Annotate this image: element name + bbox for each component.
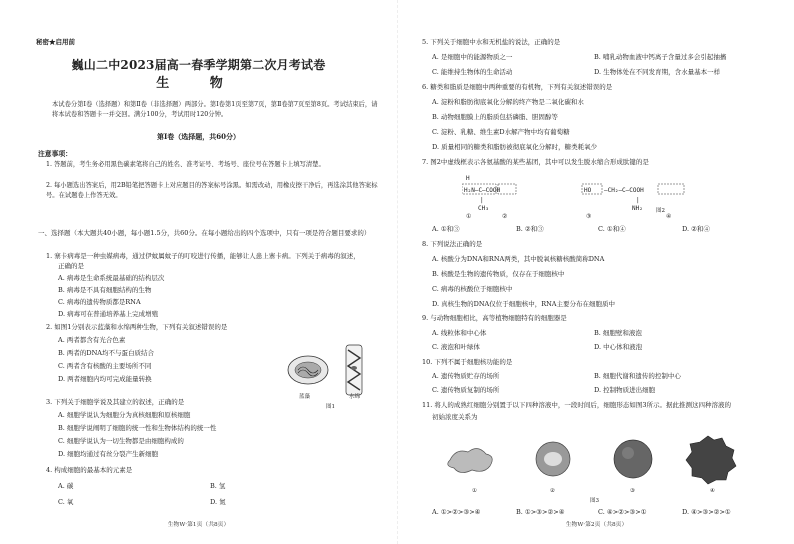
q4-option-c: C. 氧 bbox=[58, 498, 74, 506]
q5-option-b: B. 哺乳动物血液中钙离子含量过多会引起抽搐 bbox=[594, 53, 727, 61]
exam-intro: 本试卷分第Ⅰ卷（选择题）和第Ⅱ卷（非选择题）两部分。第Ⅰ卷第1页至第7页，第Ⅱ卷第7页至第8页。考试结束后，请将本试卷和答题卡一并交回。满分100分，考试用时120分钟。 bbox=[52, 101, 378, 118]
question-1-cont: 正确的是 bbox=[58, 262, 84, 270]
svg-text:④: ④ bbox=[666, 213, 672, 220]
figure-3-label-4: ④ bbox=[710, 488, 715, 494]
q9-option-d: D. 中心体和液泡 bbox=[594, 343, 643, 351]
q9-option-c: C. 液泡和叶绿体 bbox=[432, 343, 480, 351]
question-5: 5. 下列关于细胞中水和无机盐的说法，正确的是 bbox=[422, 38, 561, 46]
q5-option-a: A. 是细胞中的能源物质之一 bbox=[432, 53, 513, 61]
figure-3-label-3: ③ bbox=[630, 488, 635, 494]
q6-option-d: D. 质量相同的糖类和脂肪被彻底氧化分解时，糖类耗氧少 bbox=[432, 143, 598, 151]
q5-option-c: C. 能维持生物体的生命活动 bbox=[432, 68, 513, 76]
q3-option-b: B. 细胞学说阐明了细胞的统一性和生物体结构的统一性 bbox=[58, 424, 217, 432]
question-2: 2. 如图1分别表示蓝藻和水绵两种生物，下列有关叙述错误的是 bbox=[46, 323, 228, 331]
q10-option-b: B. 细胞代谢和遗传的控制中心 bbox=[594, 372, 681, 380]
question-7: 7. 图2中虚线框表示各氨基酸的某些基团，其中可以发生脱水缩合形成肽键的是 bbox=[422, 158, 649, 166]
page-footer-right: 生物W·第2页（共8页） bbox=[565, 522, 628, 528]
q4-option-d: D. 氮 bbox=[210, 498, 226, 506]
svg-text:③: ③ bbox=[586, 213, 592, 220]
figure-3-caption: 图3 bbox=[590, 498, 599, 504]
q4-option-a: A. 碳 bbox=[58, 482, 74, 490]
question-6: 6. 糖类和脂质是细胞中两种重要的有机物，下列有关叙述错误的是 bbox=[422, 83, 613, 91]
q3-option-a: A. 细胞学说认为细胞分为真核细胞和原核细胞 bbox=[58, 411, 191, 419]
q6-option-a: A. 淀粉和脂肪彻底氧化分解的终产物是二氧化碳和水 bbox=[432, 98, 584, 106]
question-4: 4. 构成细胞的最基本的元素是 bbox=[46, 466, 133, 474]
svg-text:H: H bbox=[466, 175, 470, 182]
page-footer-left: 生物W·第1页（共8页） bbox=[167, 522, 230, 528]
note-1: 1. 答题前，考生务必用黑色碳素笔将自己的姓名、准考证号、考场号、座位号在答题卡上填写清楚。 bbox=[46, 161, 325, 168]
q11-option-c: C. ④>②>③>① bbox=[598, 508, 647, 516]
subject-title: 生 物 bbox=[156, 76, 241, 91]
question-10: 10. 下列不属于细胞核功能的是 bbox=[422, 358, 513, 366]
q9-option-a: A. 线粒体和中心体 bbox=[432, 329, 487, 337]
svg-text:H₂N–C–COOH: H₂N–C–COOH bbox=[464, 187, 501, 194]
part-heading: 一、选择题（本大题共40小题，每小题1.5分，共60分。在每小题给出的四个选项中，只有一项是符合题目要求的） bbox=[38, 229, 371, 237]
question-8: 8. 下列说法正确的是 bbox=[422, 240, 483, 248]
q2-option-c: C. 两者含有核酸的主要场所不同 bbox=[58, 362, 152, 370]
q2-option-a: A. 两者都含有光合色素 bbox=[58, 336, 126, 344]
q1-option-a: A. 病毒是生命系统最基础的结构层次 bbox=[58, 274, 165, 282]
q1-option-b: B. 病毒是不具有细胞结构的生物 bbox=[58, 286, 152, 294]
q10-option-c: C. 遗传物质复制的场所 bbox=[432, 386, 500, 394]
q8-option-b: B. 核酸是生物的遗传物质，仅存在于细胞核中 bbox=[432, 270, 565, 278]
figure-3-label-1: ① bbox=[472, 488, 477, 494]
svg-text:②: ② bbox=[502, 213, 508, 220]
svg-text:|: | bbox=[480, 197, 484, 204]
figure-3-red-blood-cells bbox=[438, 426, 758, 492]
figure-3-label-2: ② bbox=[550, 488, 555, 494]
q10-option-a: A. 遗传物质贮存的场所 bbox=[432, 372, 500, 380]
question-1: 1. 寨卡病毒是一种虫媒病毒，通过伊蚊属蚊子的叮咬进行传播，能够让人患上寨卡病。下列关于病毒的叙述， bbox=[46, 252, 360, 260]
q8-option-c: C. 病毒的核酸位于细胞核中 bbox=[432, 285, 513, 293]
q7-option-b: B. ②和③ bbox=[516, 225, 544, 233]
q10-option-d: D. 控制物质进出细胞 bbox=[594, 386, 656, 394]
question-3: 3. 下列关于细胞学说及其建立的叙述，正确的是 bbox=[46, 398, 185, 406]
q5-option-d: D. 生物体处在不同发育期，含水量基本一样 bbox=[594, 68, 721, 76]
svg-text:|: | bbox=[636, 197, 640, 204]
svg-text:CH₃: CH₃ bbox=[478, 205, 489, 212]
section-heading: 第Ⅰ卷（选择题，共60分） bbox=[156, 132, 240, 141]
question-11: 11. 将人的成熟红细胞分别置于以下四种溶液中，一段时间后，细胞形态如图3所示。据此推测这四种溶液的 bbox=[422, 401, 732, 409]
q6-option-c: C. 淀粉、乳糖、维生素D水解产物中均有葡萄糖 bbox=[432, 128, 570, 136]
q8-option-d: D. 真核生物的DNA仅位于细胞核中，RNA主要分布在细胞质中 bbox=[432, 300, 615, 308]
note-2: 2. 每小题选出答案后，用2B铅笔把答题卡上对应题目的答案标号涂黑。如需改动，用橡皮擦干净后，再选涂其他答案标号。在试题卷上作答无效。 bbox=[46, 182, 378, 199]
svg-text:–CH₂–C–COOH: –CH₂–C–COOH bbox=[604, 187, 644, 194]
q2-option-b: B. 两者的DNA均不与蛋白质结合 bbox=[58, 349, 155, 357]
svg-text:NH₂: NH₂ bbox=[632, 205, 643, 212]
q2-option-d: D. 两者细胞内均可完成能量转换 bbox=[58, 375, 152, 383]
figure-1-caption: 图1 bbox=[326, 404, 335, 410]
q1-option-d: D. 病毒可在普通培养基上完成增殖 bbox=[58, 310, 159, 318]
q7-option-a: A. ①和③ bbox=[432, 225, 460, 233]
page-right bbox=[397, 0, 794, 544]
q8-option-a: A. 核酸分为DNA和RNA两类，其中脱氧核糖核酸简称DNA bbox=[432, 255, 605, 263]
svg-text:①: ① bbox=[466, 213, 472, 220]
question-9: 9. 与动物细胞相比，高等植物细胞特有的细胞器是 bbox=[422, 314, 567, 322]
svg-text:HO: HO bbox=[584, 187, 592, 194]
q11-option-d: D. ④>③>②>① bbox=[682, 508, 731, 516]
q3-option-d: D. 细胞均通过有丝分裂产生新细胞 bbox=[58, 450, 159, 458]
exam-title: 巍山二中2023届高一春季学期第二次月考试卷 bbox=[71, 58, 326, 72]
q1-option-c: C. 病毒的遗传物质都是RNA bbox=[58, 298, 141, 306]
q6-option-b: B. 动物细胞膜上的脂质包括磷脂、胆固醇等 bbox=[432, 113, 558, 121]
q7-option-c: C. ①和④ bbox=[598, 225, 626, 233]
q3-option-c: C. 细胞学说认为一切生物都是由细胞构成的 bbox=[58, 437, 184, 445]
q9-option-b: B. 细胞壁和液泡 bbox=[594, 329, 642, 337]
confidential-label: 秘密★启用前 bbox=[36, 38, 75, 46]
figure-1-label-cyanobacteria: 蓝藻 bbox=[299, 394, 311, 400]
figure-1-illustration bbox=[284, 340, 376, 405]
figure-1-label-spirogyra: 水绵 bbox=[349, 394, 361, 400]
notes-title: 注意事项： bbox=[38, 150, 72, 158]
q11-option-a: A. ①>②>③>④ bbox=[432, 508, 481, 516]
figure-2-caption: 图2 bbox=[656, 208, 665, 214]
q7-option-d: D. ②和④ bbox=[682, 225, 710, 233]
question-11-cont: 初始浓度关系为 bbox=[432, 413, 478, 421]
q11-option-b: B. ①>③>②>④ bbox=[516, 508, 565, 516]
q4-option-b: B. 氢 bbox=[210, 482, 226, 490]
